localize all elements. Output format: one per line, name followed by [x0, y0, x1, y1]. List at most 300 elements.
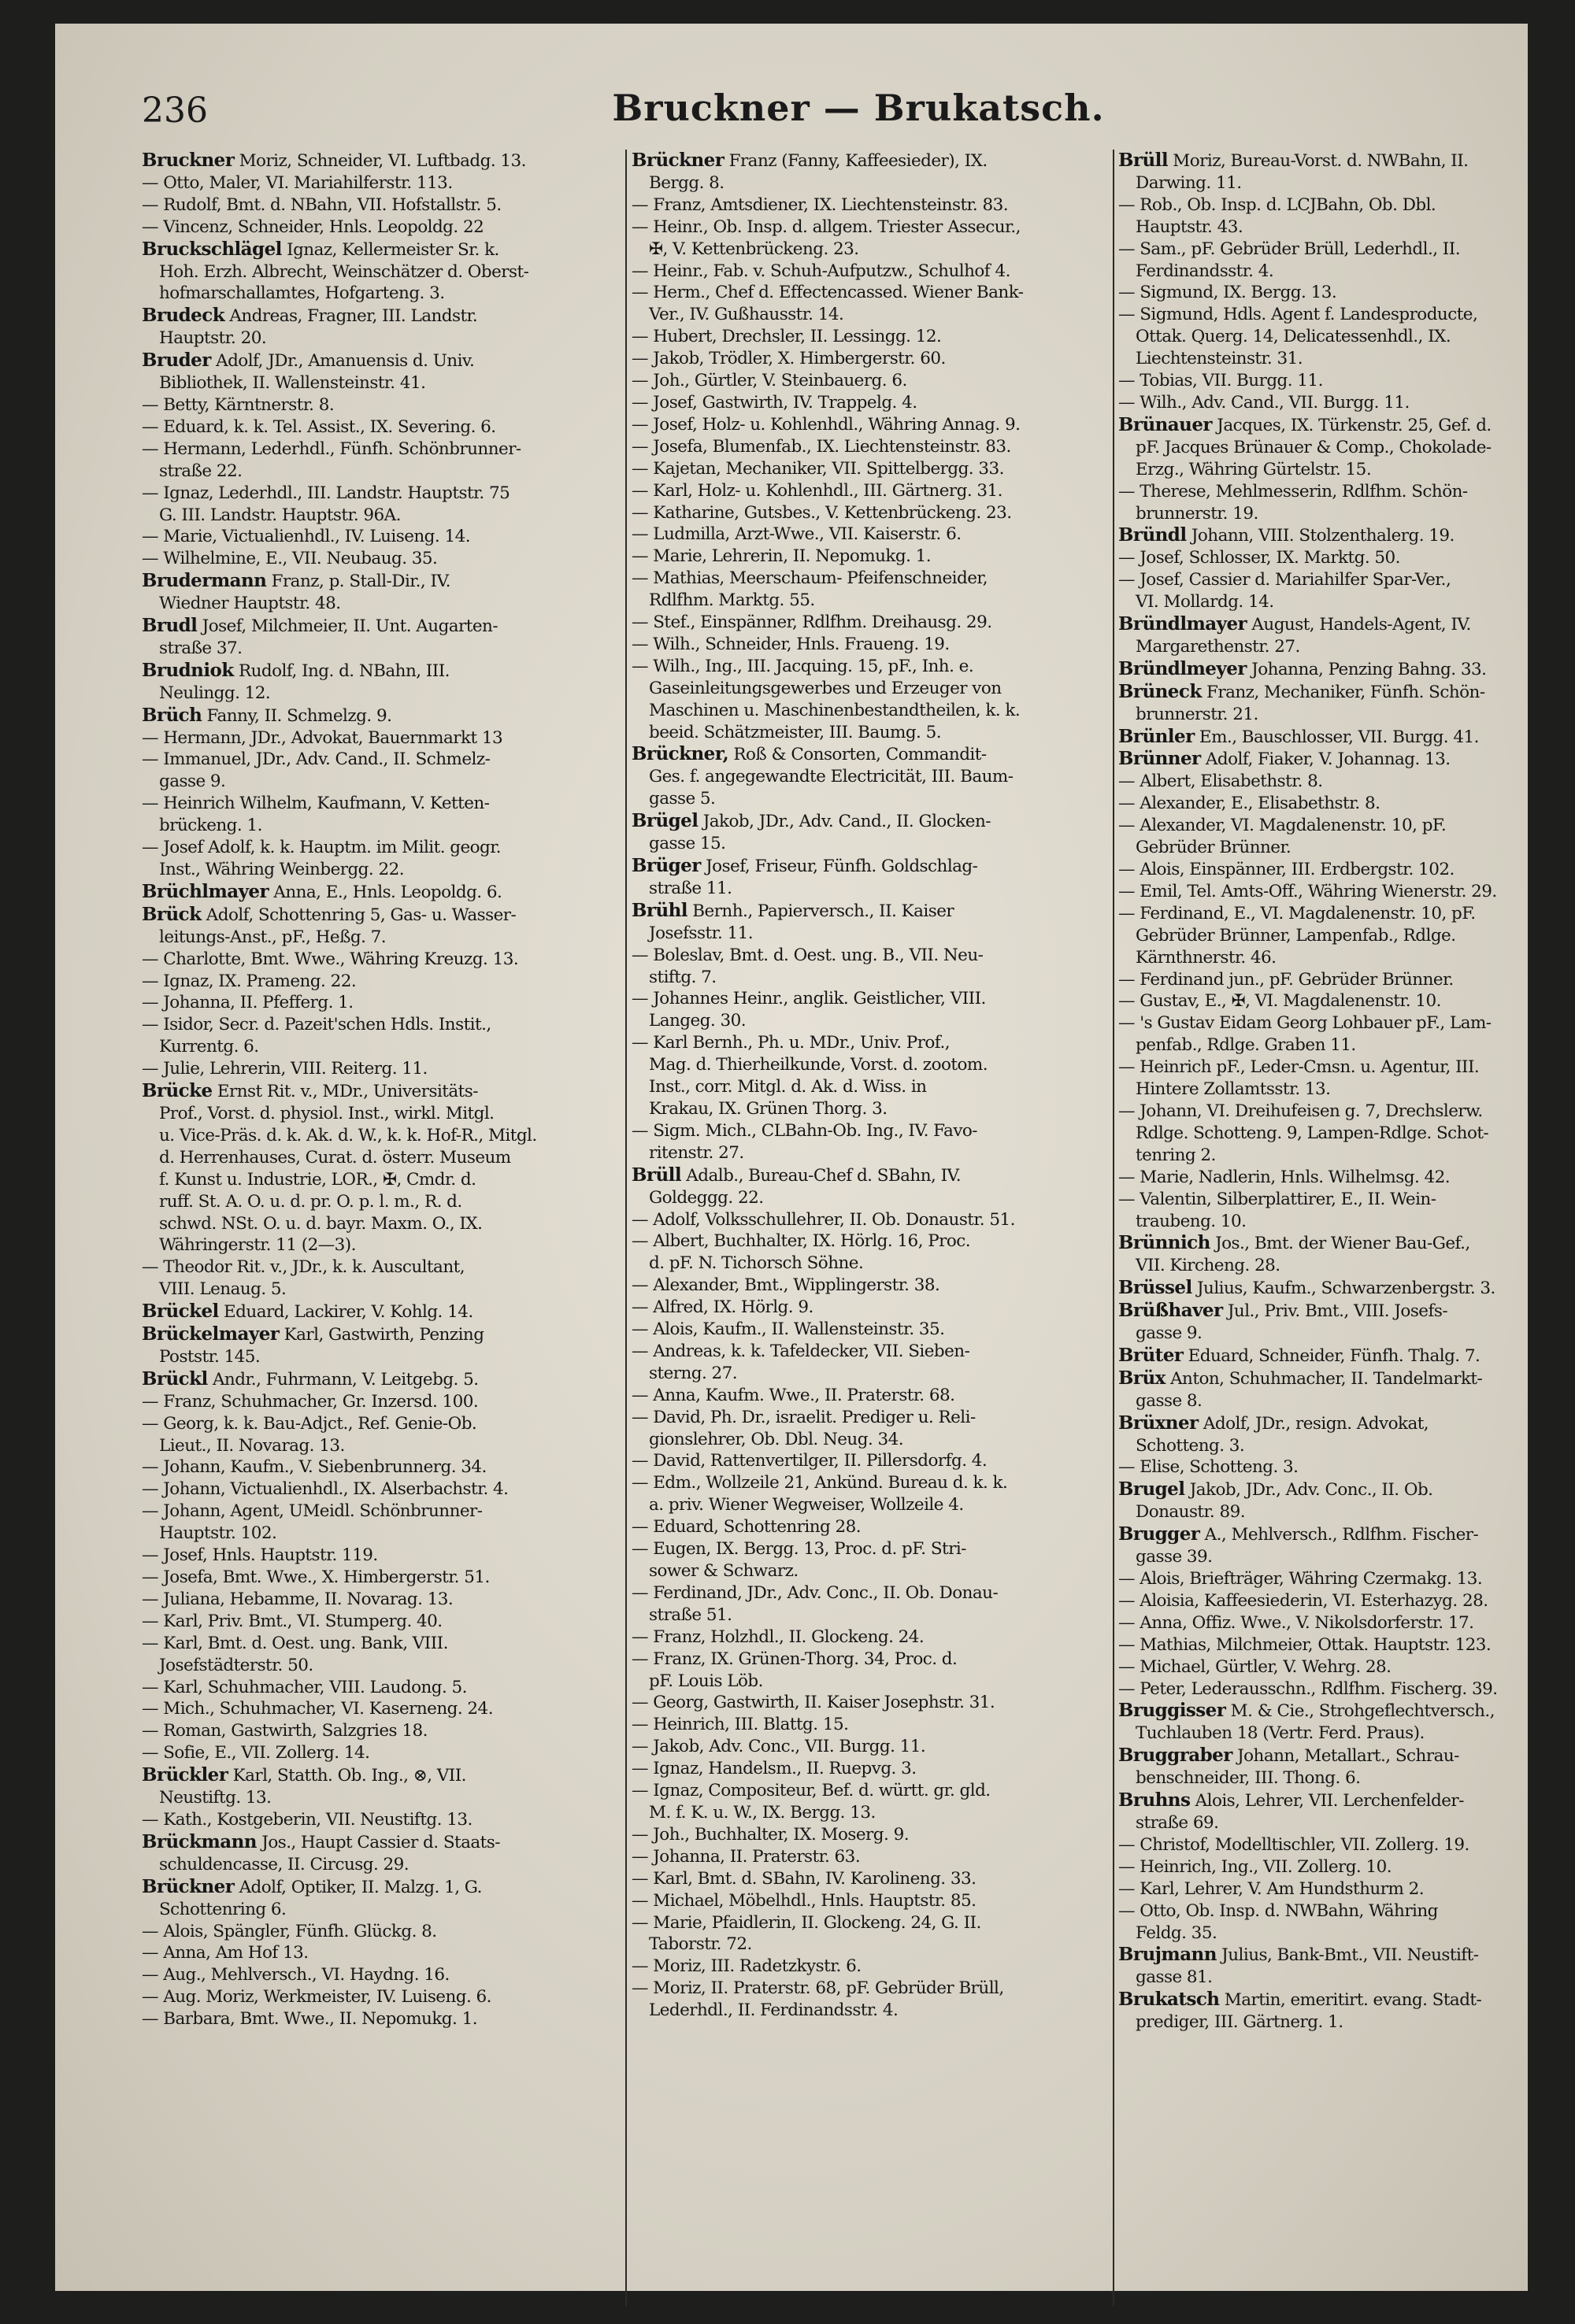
directory-entry-line [142, 1986, 624, 2008]
directory-entry-line [1118, 194, 1575, 216]
entry-text: beeid. Schätzmeister, III. Baumg. 5. [649, 722, 942, 742]
directory-entry-line [142, 172, 624, 194]
entry-text: straße 51. [649, 1604, 732, 1625]
directory-entry-line [142, 394, 624, 416]
entry-text: — Stef., Einspänner, Rdlfhm. Dreihausg. 29. [632, 612, 992, 633]
entry-text: — Otto, Ob. Insp. d. NWBahn, Währing [1118, 1900, 1438, 1921]
directory-entry-line [1118, 216, 1575, 239]
entry-text: G. III. Landstr. Hauptstr. 96A. [159, 505, 401, 525]
entry-text: — Karl Bernh., Ph. u. MDr., Univ. Prof., [632, 1033, 951, 1053]
entry-text: Ernst Rit. v., MDr., Universitäts- [212, 1082, 478, 1102]
entry-text: Moriz, Schneider, VI. Luftbadg. 13. [234, 151, 526, 171]
entry-text: — Rudolf, Bmt. d. NBahn, VII. Hofstallstr. 5. [142, 194, 502, 215]
directory-entry-line [632, 678, 1110, 700]
entry-text: — Alois, Einspänner, III. Erdbergstr. 102. [1118, 860, 1455, 879]
entry-text: straße 37. [159, 638, 243, 658]
directory-entry-line [632, 1407, 1110, 1429]
directory-entry-line [1118, 1944, 1575, 1967]
entry-text: Hintere Zollamtsstr. 13. [1136, 1079, 1331, 1100]
entry-text: gasse 9. [159, 772, 226, 792]
directory-entry-line [142, 1191, 624, 1213]
entry-text: — Alexander, Bmt., Wipplingerstr. 38. [632, 1275, 940, 1296]
entry-text: — Wilh., Ing., III. Jacquing. 15, pF., Inh. e. [632, 656, 974, 676]
entry-text: Adolf, Optiker, II. Malzg. 1, G. [234, 1877, 482, 1897]
entry-text: — Barbara, Bmt. Wwe., II. Nepomukg. 1. [142, 2009, 478, 2030]
entry-text: — Josef, Schlosser, IX. Marktg. 50. [1118, 548, 1400, 568]
entry-text: — Mathias, Meerschaum- Pfeifenschneider, [632, 568, 988, 589]
directory-entry-line [1118, 1745, 1575, 1767]
entry-text: — Karl, Bmt. d. SBahn, IV. Karolineng. 33. [632, 1868, 976, 1889]
entry-text: Neustiftg. 13. [159, 1788, 272, 1808]
entry-text: — Sofie, E., VII. Zollerg. 14. [142, 1743, 370, 1763]
entry-text: — Aloisia, Kaffeesiederin, VI. Esterhazyg. 28. [1118, 1590, 1488, 1611]
entry-text: Johann, Metallart., Schrau- [1232, 1746, 1459, 1767]
directory-entry-line [632, 1164, 1110, 1187]
directory-entry-line [142, 683, 624, 705]
entry-text: — Ignaz, Handelsm., II. Ruepvg. 3. [632, 1759, 917, 1779]
entry-text: — Alfred, IX. Hörlg. 9. [632, 1297, 813, 1318]
directory-entry-line [632, 304, 1110, 326]
directory-entry-line [1118, 1211, 1575, 1233]
entry-surname: Brüch [142, 704, 202, 726]
entry-text: Jacques, IX. Türkenstr. 25, Gef. d. [1211, 415, 1492, 435]
directory-entry-line [632, 590, 1110, 612]
entry-text: — Franz, IX. Grünen-Thorg. 34, Proc. d. [632, 1649, 958, 1669]
entry-text: Ignaz, Kellermeister Sr. k. [281, 239, 499, 260]
directory-entry-line [632, 1846, 1110, 1868]
directory-entry-line [632, 1604, 1110, 1626]
entry-surname: Brüll [632, 1164, 682, 1186]
entry-text: — Franz, Amtsdiener, IX. Liechtensteinstr. 83. [632, 194, 1009, 215]
directory-entry-line [1118, 1900, 1575, 1922]
entry-text: gasse 15. [649, 834, 726, 854]
directory-entry-line [1118, 1367, 1575, 1390]
entry-columns [142, 150, 1575, 2307]
entry-text: Donaustr. 89. [1136, 1502, 1245, 1523]
directory-entry-line [1118, 1057, 1575, 1079]
directory-entry-line [632, 414, 1110, 436]
entry-text: — Alexander, E., Elisabethstr. 8. [1118, 794, 1380, 814]
entry-text: — Alois, Spängler, Fünfh. Glückg. 8. [142, 1921, 437, 1941]
entry-text: — Ignaz, IX. Prameng. 22. [142, 971, 357, 991]
directory-entry-line [142, 372, 624, 394]
directory-entry-line [1118, 370, 1575, 392]
entry-text: — Hermann, JDr., Advokat, Bauernmarkt 13 [142, 727, 503, 748]
entry-text: Wiedner Hauptstr. 48. [159, 594, 341, 614]
entry-text: — Franz, Schuhmacher, Gr. Inzersd. 100. [142, 1391, 479, 1412]
entry-text: — Gustav, E., ✠, VI. Magdalenenstr. 10. [1118, 991, 1441, 1012]
entry-text: — Julie, Lehrerin, VIII. Reiterg. 11. [142, 1059, 428, 1079]
directory-entry-line [632, 1890, 1110, 1912]
directory-entry-line [142, 439, 624, 461]
entry-text: Johanna, Penzing Bahng. 33. [1246, 659, 1487, 679]
directory-entry-line [142, 1545, 624, 1567]
directory-entry-line [142, 1809, 624, 1831]
directory-entry-line [142, 1876, 624, 1899]
entry-text: — Rob., Ob. Insp. d. LCJBahn, Ob. Dbl. [1118, 194, 1436, 215]
entry-text: — Anna, Kaufm. Wwe., II. Praterstr. 68. [632, 1385, 955, 1405]
entry-text: — Roman, Gastwirth, Salzgries 18. [142, 1721, 428, 1741]
entry-surname: Brüter [1118, 1344, 1184, 1366]
directory-entry-line [632, 568, 1110, 590]
entry-text: Karl, Statth. Ob. Ing., ⊗, VII. [228, 1766, 466, 1786]
directory-page [55, 24, 1528, 2291]
directory-entry-line [142, 904, 624, 927]
directory-entry-line [142, 1169, 624, 1191]
directory-entry-line [632, 1363, 1110, 1385]
entry-text: — Georg, k. k. Bau-Adjct., Ref. Genie-Ob. [142, 1413, 477, 1434]
directory-entry-line [1118, 748, 1575, 771]
entry-text: — Jakob, Trödler, X. Himbergerstr. 60. [632, 349, 946, 369]
entry-text: gasse 9. [1136, 1323, 1203, 1344]
entry-text: — Edm., Wollzeile 21, Ankünd. Bureau d. k. k. [632, 1473, 1008, 1493]
directory-entry-line [632, 810, 1110, 833]
directory-entry-line [1118, 1435, 1575, 1457]
directory-entry-line [632, 1802, 1110, 1824]
directory-entry-line [142, 1611, 624, 1633]
entry-surname: Brückner [142, 1875, 235, 1897]
directory-entry-line [632, 634, 1110, 656]
entry-text: — Johanna, II. Praterstr. 63. [632, 1846, 861, 1867]
entry-text: — Jakob, Adv. Conc., VII. Burgg. 11. [632, 1737, 926, 1757]
entry-text: — Kath., Kostgeberin, VII. Neustiftg. 13. [142, 1809, 472, 1830]
entry-text: — Wilh., Schneider, Hnls. Fraueng. 19. [632, 634, 950, 654]
entry-text: straße 22. [159, 461, 243, 481]
entry-text: u. Vice-Präs. d. k. Ak. d. W., k. k. Hof-R., Mitgl. [159, 1125, 537, 1145]
entry-text: Adolf, JDr., Amanuensis d. Univ. [210, 351, 475, 372]
entry-text: Margarethenstr. 27. [1136, 636, 1300, 657]
entry-text: Mag. d. Thierheilkunde, Vorst. d. zootom. [649, 1055, 988, 1075]
directory-entry-line [1118, 1300, 1575, 1323]
entry-text: — Karl, Holz- u. Kohlenhdl., III. Gärtnerg. 31. [632, 480, 1002, 501]
directory-entry-line [142, 570, 624, 593]
directory-entry-line [632, 1934, 1110, 1956]
directory-entry-line [142, 283, 624, 305]
entry-text: — Franz, Holzhdl., II. Glockeng. 24. [632, 1626, 925, 1647]
entry-text: — Johann, Kaufm., V. Siebenbrunnerg. 34. [142, 1457, 487, 1478]
entry-text: — Johannes Heinr., anglik. Geistlicher, VIII. [632, 989, 986, 1009]
directory-entry-line [632, 1868, 1110, 1890]
directory-entry-line [1118, 1079, 1575, 1101]
directory-entry-line [142, 727, 624, 749]
directory-entry-line [632, 392, 1110, 414]
directory-entry-line [142, 328, 624, 350]
entry-surname: Brüx [1118, 1367, 1166, 1389]
entry-text: tenring 2. [1136, 1145, 1216, 1165]
entry-text: Währingerstr. 11 (2—3). [159, 1235, 356, 1256]
entry-text: — Theodor Rit. v., JDr., k. k. Auscultant, [142, 1257, 465, 1278]
directory-entry-line [632, 216, 1110, 239]
entry-text: pF. Louis Löb. [649, 1671, 763, 1691]
directory-entry-line [632, 150, 1110, 172]
entry-text: Adalb., Bureau-Chef d. SBahn, IV. [681, 1165, 962, 1186]
directory-entry-line [1118, 1323, 1575, 1345]
directory-entry-line [1118, 1345, 1575, 1367]
directory-entry-line [632, 1054, 1110, 1076]
entry-text: Roß & Consorten, Commandit- [728, 745, 987, 765]
entry-text: Kärnthnerstr. 46. [1136, 947, 1277, 968]
entry-surname: Bruhns [1118, 1789, 1191, 1811]
directory-entry-line [1118, 1277, 1575, 1300]
entry-text: — Kajetan, Mechaniker, VII. Spittelbergg. 33. [632, 458, 1004, 479]
entry-text: — David, Ph. Dr., israelit. Prediger u. Reli- [632, 1407, 976, 1427]
directory-entry-line [142, 1301, 624, 1323]
entry-text: — Ignaz, Lederhdl., III. Landstr. Hauptstr. 75 [142, 483, 510, 503]
entry-text: Krakau, IX. Grünen Thorg. 3. [649, 1098, 888, 1119]
directory-entry-line [632, 546, 1110, 568]
entry-text: VII. Kircheng. 28. [1136, 1256, 1280, 1276]
directory-entry-line [632, 1319, 1110, 1341]
directory-entry-line [1118, 569, 1575, 591]
entry-surname: Brudl [142, 615, 198, 637]
entry-text: — Karl, Lehrer, V. Am Hundsthurm 2. [1118, 1878, 1424, 1899]
directory-entry-line [632, 1450, 1110, 1472]
entry-text: Goldeggg. 22. [649, 1187, 764, 1208]
entry-text: — Heinr., Fab. v. Schuh-Aufputzw., Schulhof 4. [632, 261, 1010, 281]
entry-text: — Heinrich, Ing., VII. Zollerg. 10. [1118, 1856, 1392, 1877]
directory-entry-line [142, 992, 624, 1014]
entry-surname: Brudermann [142, 570, 267, 592]
directory-entry-line [632, 878, 1110, 900]
entry-text: Josef, Friseur, Fünfh. Goldschlag- [700, 857, 978, 876]
entry-text: Inst., corr. Mitgl. d. Ak. d. Wiss. in [649, 1077, 927, 1097]
entry-text: — Karl, Bmt. d. Oest. ung. Bank, VIII. [142, 1633, 448, 1653]
directory-entry-line [142, 1523, 624, 1545]
entry-surname: Brückler [142, 1764, 228, 1786]
entry-text: — Marie, Pfaidlerin, II. Glockeng. 24, G. II. [632, 1912, 981, 1933]
entry-text: Alois, Lehrer, VII. Lerchenfelder- [1190, 1791, 1464, 1811]
directory-entry-line [632, 1098, 1110, 1120]
directory-entry-line [1118, 881, 1575, 903]
directory-entry-line [142, 705, 624, 727]
entry-surname: Bruggraber [1118, 1745, 1232, 1767]
entry-text: — Ferdinand jun., pF. Gebrüder Brünner. [1118, 969, 1454, 990]
directory-entry-line [1118, 1255, 1575, 1277]
entry-text: — Josef, Gastwirth, IV. Trappelg. 4. [632, 392, 917, 413]
directory-entry-line [1118, 392, 1575, 414]
entry-text: Poststr. 145. [159, 1346, 261, 1367]
entry-text: a. priv. Wiener Wegweiser, Wollzeile 4. [649, 1495, 964, 1515]
directory-entry-line [632, 1582, 1110, 1604]
directory-entry-line [142, 1323, 624, 1346]
directory-entry-line [632, 348, 1110, 370]
directory-entry-line [632, 766, 1110, 788]
directory-entry-line [632, 502, 1110, 524]
entry-text: Ges. f. angegewandte Electricität, III. Baum- [649, 767, 1014, 787]
entry-text: Franz, p. Stall-Dir., IV. [266, 572, 450, 592]
entry-text: brunnerstr. 19. [1136, 503, 1258, 524]
directory-entry-line [632, 1032, 1110, 1054]
entry-surname: Brückl [142, 1367, 208, 1390]
directory-entry-line [1118, 1412, 1575, 1435]
directory-entry-line [142, 1279, 624, 1301]
entry-text: Ferdinandsstr. 4. [1136, 261, 1274, 281]
entry-text: — Ignaz, Compositeur, Bef. d. württ. gr. gld. [632, 1781, 991, 1801]
entry-text: Franz (Fanny, Kaffeesieder), IX. [724, 151, 988, 171]
entry-text: Lederhdl., II. Ferdinandsstr. 4. [649, 2000, 899, 2021]
directory-entry-line [632, 1780, 1110, 1802]
entry-text: — Josefa, Bmt. Wwe., X. Himbergerstr. 51. [142, 1567, 490, 1587]
directory-entry-line [142, 350, 624, 372]
entry-text: Liechtensteinstr. 31. [1136, 349, 1303, 369]
entry-text: — Andreas, k. k. Tafeldecker, VII. Sieben- [632, 1341, 970, 1361]
directory-entry-line [142, 837, 624, 859]
column-rule [625, 150, 627, 2307]
entry-text: — Anna, Am Hof 13. [142, 1943, 309, 1963]
directory-entry-line [1118, 1612, 1575, 1634]
directory-entry-line [1118, 348, 1575, 370]
directory-entry-line [632, 923, 1110, 945]
entry-text: — Christof, Modelltischler, VII. Zollerg. 19. [1118, 1834, 1469, 1855]
directory-entry-line [1118, 1034, 1575, 1057]
directory-entry-line [1118, 613, 1575, 636]
entry-text: Andreas, Fragner, III. Landstr. [224, 306, 478, 327]
entry-surname: Bruckschlägel [142, 238, 282, 260]
directory-entry-line [1118, 437, 1575, 459]
entry-text: Fanny, II. Schmelzg. 9. [202, 705, 392, 726]
directory-entry-line [142, 949, 624, 971]
directory-entry-line [142, 1655, 624, 1677]
column-rule [1113, 150, 1114, 2307]
entry-text: ritenstr. 27. [649, 1142, 744, 1163]
column-right [1118, 150, 1575, 2307]
entry-text: Hauptstr. 102. [159, 1523, 277, 1544]
entry-surname: Brückmann [142, 1830, 257, 1852]
entry-text: — Heinr., Ob. Insp. d. allgem. Triester Assecur., [632, 216, 1021, 237]
directory-entry-line [142, 526, 624, 548]
entry-text: M. f. K. u. W., IX. Bergg. 13. [649, 1802, 876, 1823]
directory-entry-line [1118, 815, 1575, 837]
entry-text: Langeg. 30. [649, 1011, 747, 1031]
directory-entry-line [142, 1698, 624, 1720]
entry-text: Ver., IV. Gußhausstr. 14. [649, 305, 844, 325]
entry-text: — Sigmund, IX. Bergg. 13. [1118, 283, 1337, 303]
entry-text: — Karl, Priv. Bmt., VI. Stumperg. 40. [142, 1611, 443, 1631]
entry-text: Julius, Kaufm., Schwarzenbergstr. 3. [1191, 1279, 1495, 1299]
entry-text: — Katharine, Gutsbes., V. Kettenbrückeng. 23. [632, 502, 1012, 523]
directory-entry-line [1118, 1878, 1575, 1900]
entry-text: — Josefa, Blumenfab., IX. Liechtensteinstr. 83. [632, 436, 1011, 457]
directory-entry-line [142, 1435, 624, 1457]
entry-text: — Boleslav, Bmt. d. Oest. ung. B., VII. Neu- [632, 945, 984, 965]
directory-entry-line [632, 1494, 1110, 1516]
entry-text: — Sigmund, Hdls. Agent f. Landesproducte, [1118, 305, 1478, 325]
directory-entry-line [1118, 704, 1575, 726]
directory-entry-line [142, 1058, 624, 1080]
entry-text: Rdlge. Schotteng. 9, Lampen-Rdlge. Schot- [1136, 1123, 1489, 1143]
entry-text: — Heinrich, III. Blattg. 15. [632, 1715, 849, 1735]
directory-entry-line [632, 967, 1110, 989]
directory-entry-line [632, 436, 1110, 458]
entry-text: M. & Cie., Strohgeflechtversch., [1225, 1701, 1495, 1722]
entry-text: f. Kunst u. Industrie, LOR., ✠, Cmdr. d. [159, 1169, 476, 1190]
entry-text: penfab., Rdlge. Graben 11. [1136, 1035, 1356, 1056]
directory-entry-line [142, 1964, 624, 1986]
entry-text: Josefsstr. 11. [649, 923, 754, 943]
directory-entry-line [632, 458, 1110, 480]
directory-entry-line [142, 1764, 624, 1787]
entry-text: sterng. 27. [649, 1363, 738, 1383]
directory-entry-line [632, 1912, 1110, 1934]
directory-entry-line [1118, 481, 1575, 503]
entry-text: Feldg. 35. [1136, 1922, 1217, 1943]
entry-text: stiftg. 7. [649, 967, 717, 987]
directory-entry-line [1118, 658, 1575, 681]
directory-entry-line [632, 1230, 1110, 1253]
directory-entry-line [632, 1253, 1110, 1275]
directory-entry-line [632, 1671, 1110, 1693]
directory-entry-line [1118, 969, 1575, 991]
entry-text: — Charlotte, Bmt. Wwe., Währing Kreuzg. 13. [142, 949, 519, 969]
directory-entry-line [142, 1234, 624, 1256]
directory-entry-line [142, 2008, 624, 2030]
directory-entry-line [632, 656, 1110, 678]
entry-text: Anton, Schuhmacher, II. Tandelmarkt- [1165, 1368, 1483, 1389]
directory-entry-line [632, 1472, 1110, 1494]
directory-entry-line [142, 1501, 624, 1523]
directory-entry-line [632, 1010, 1110, 1032]
directory-entry-line [632, 261, 1110, 283]
entry-text: — David, Rattenvertilger, II. Pillersdorfg. 4. [632, 1451, 988, 1471]
directory-entry-line [142, 1677, 624, 1699]
entry-text: — Adolf, Volksschullehrer, II. Ob. Donaustr. 51. [632, 1209, 1015, 1230]
entry-surname: Brücke [142, 1080, 213, 1102]
directory-entry-line [1118, 1012, 1575, 1034]
entry-text: schwd. NSt. O. u. d. bayr. Maxm. O., IX. [159, 1213, 483, 1234]
directory-entry-line [632, 1824, 1110, 1846]
entry-text: August, Handels-Agent, IV. [1247, 615, 1471, 635]
entry-text: — Georg, Gastwirth, II. Kaiser Josephstr. 31. [632, 1693, 995, 1713]
directory-entry-line [1118, 1501, 1575, 1523]
directory-entry-line [1118, 1456, 1575, 1478]
directory-entry-line [142, 1942, 624, 1964]
directory-entry-line [1118, 947, 1575, 969]
directory-entry-line [632, 788, 1110, 810]
entry-text: Martin, emeritirt. evang. Stadt- [1219, 1990, 1482, 2011]
directory-entry-line [1118, 1634, 1575, 1656]
directory-entry-line [1118, 1189, 1575, 1211]
directory-entry-line [142, 1391, 624, 1413]
entry-text: — Johann, Victualienhdl., IX. Alserbachstr. 4. [142, 1479, 509, 1500]
entry-text: Rudolf, Ing. d. NBahn, III. [233, 661, 450, 681]
directory-entry-line [632, 833, 1110, 855]
entry-text: benschneider, III. Thong. 6. [1136, 1768, 1361, 1789]
directory-entry-line [632, 1516, 1110, 1538]
entry-text: — Joh., Buchhalter, IX. Moserg. 9. [632, 1824, 909, 1845]
entry-text: — Aug. Moriz, Werkmeister, IV. Luiseng. 6. [142, 1987, 491, 2008]
entry-text: — Johann, VI. Dreihufeisen g. 7, Drechslerw. [1118, 1101, 1483, 1121]
entry-text: — Wilhelmine, E., VII. Neubaug. 35. [142, 549, 438, 569]
directory-entry-line [1118, 1700, 1575, 1723]
directory-entry-line [632, 1649, 1110, 1671]
directory-entry-line [632, 1429, 1110, 1451]
directory-entry-line [1118, 261, 1575, 283]
entry-text: Gaseinleitungsgewerbes und Erzeuger von [649, 678, 1002, 698]
directory-entry-line [1118, 1989, 1575, 2011]
entry-text: — Emil, Tel. Amts-Off., Währing Wienerstr. 29. [1118, 881, 1497, 901]
entry-surname: Brückelmayer [142, 1323, 280, 1345]
entry-text: — Ferdinand, JDr., Adv. Conc., II. Ob. Donau- [632, 1582, 999, 1603]
entry-text: gasse 81. [1136, 1967, 1213, 1988]
directory-entry-line [1118, 1812, 1575, 1834]
entry-text: Jos., Haupt Cassier d. Staats- [256, 1832, 500, 1852]
entry-text: Bergg. 8. [649, 172, 724, 193]
entry-surname: Brückner [632, 150, 724, 171]
directory-entry-line [1118, 1590, 1575, 1612]
directory-entry-line [1118, 2011, 1575, 2034]
directory-entry-line [1118, 793, 1575, 815]
directory-entry-line [632, 1275, 1110, 1297]
